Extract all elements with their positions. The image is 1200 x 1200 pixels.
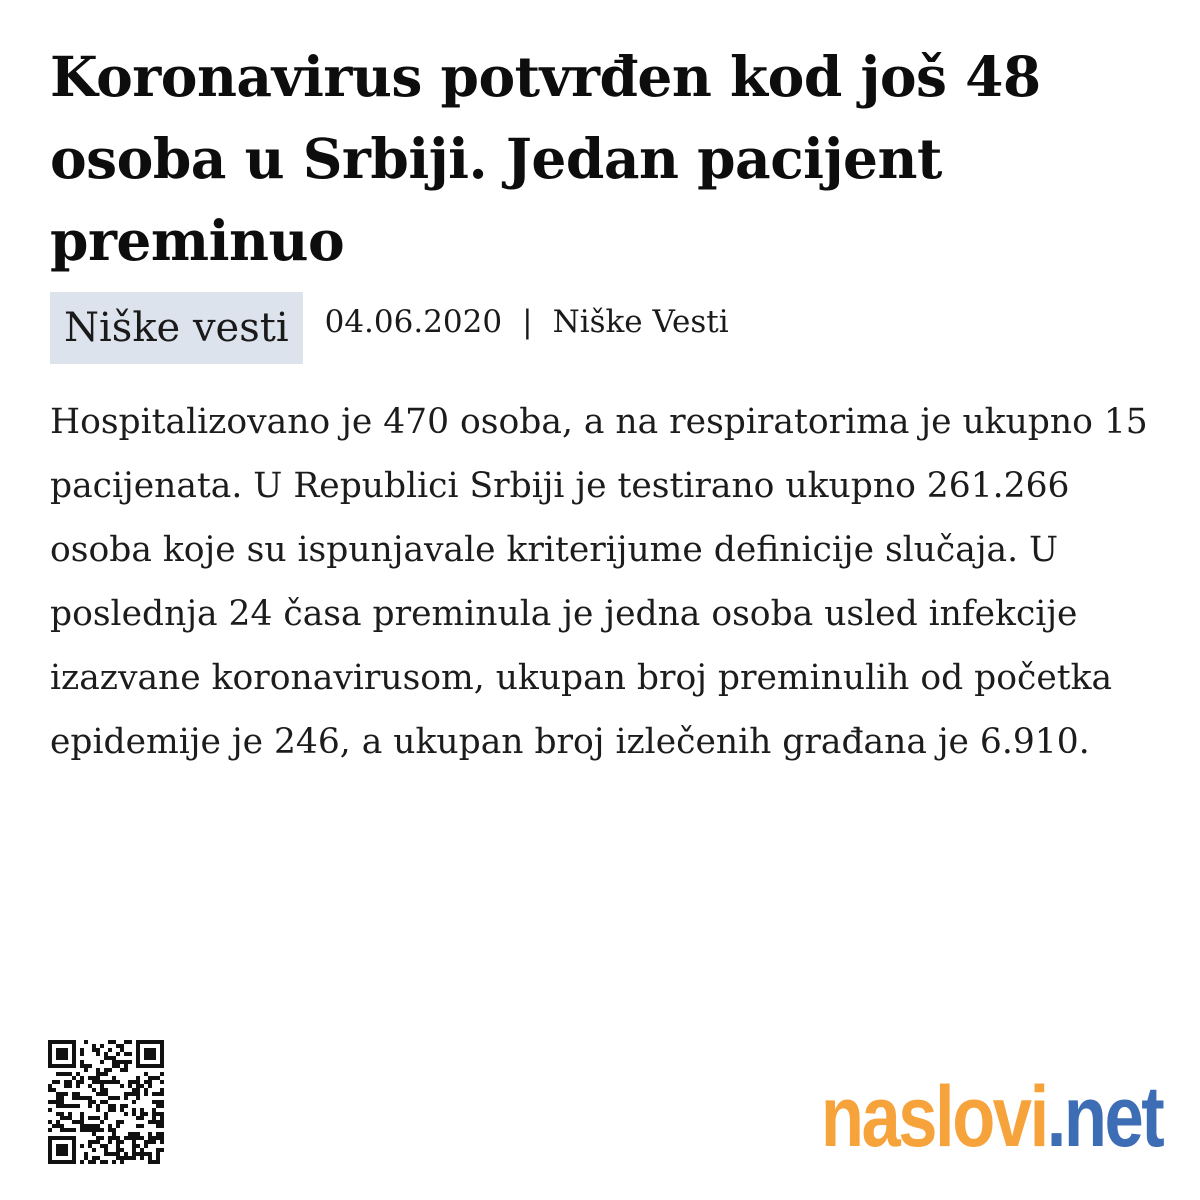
article-author: Niške Vesti	[552, 304, 729, 340]
logo-part-net: .net	[1046, 1069, 1162, 1165]
article	[50, 36, 1160, 774]
article-headline: Koronavirus potvrđen kod još 48 osoba u Srbiji. Jedan pacijent preminuo	[50, 44, 1041, 273]
article-body: Hospitalizovano je 470 osoba, a na respiratorima je ukupno 15 pacijenata. U Republici Srbiji je testirano ukupno 261.266 osoba koje su ispunjavale kriterijume definicije slučaja. U poslednja 24 časa preminula je jedna osoba usled infekcije izazvane koronavirusom, ukupan broj preminulih od početka epidemije je 246, a ukupan broj izlečenih građana je 6.910.	[50, 402, 1148, 762]
naslovi-logo[interactable]	[821, 1062, 1162, 1172]
qr-code-icon	[48, 1040, 164, 1164]
article-byline	[325, 304, 729, 340]
article-meta	[50, 292, 1160, 364]
meta-separator: |	[522, 304, 533, 340]
article-date: 04.06.2020	[324, 304, 503, 340]
source-badge[interactable]: Niške vesti	[50, 292, 303, 364]
logo-part-naslovi: naslovi	[820, 1069, 1047, 1165]
